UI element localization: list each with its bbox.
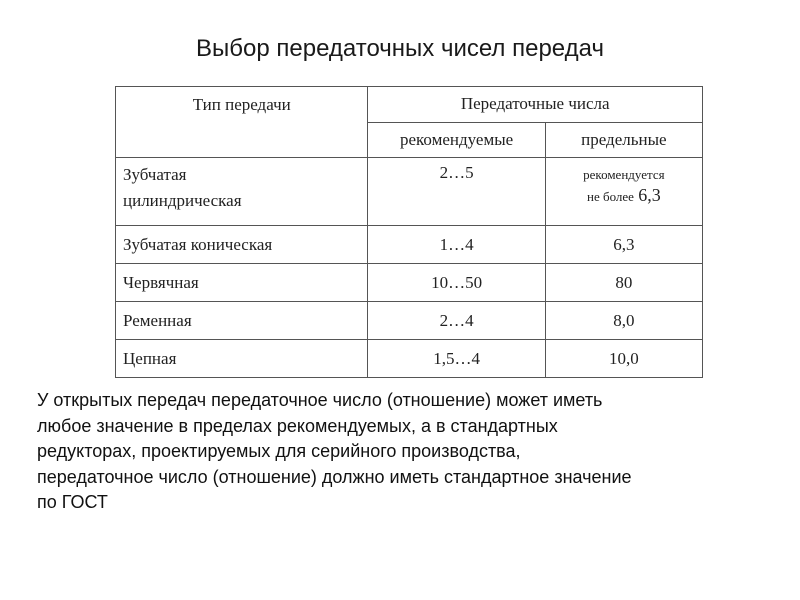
note-line: редукторах, проектируемых для серийного производства, <box>37 441 521 461</box>
row-limit: 6,3 <box>545 226 702 264</box>
row-gear-name <box>116 158 368 226</box>
note-line: по ГОСТ <box>37 492 108 512</box>
row-limit <box>545 158 702 226</box>
gear-ratio-table <box>115 86 703 378</box>
row-gear-name-line2: цилиндрическая <box>123 191 242 210</box>
table-row <box>116 302 703 340</box>
row-recommended: 1…4 <box>368 226 545 264</box>
row-gear-name: Цепная <box>116 340 368 378</box>
row-recommended: 2…5 <box>368 158 545 226</box>
table-row <box>116 158 703 226</box>
note-line: У открытых передач передаточное число (отношение) может иметь <box>37 390 603 410</box>
header-limit: предельные <box>545 122 702 158</box>
row-recommended: 2…4 <box>368 302 545 340</box>
row-limit: 10,0 <box>545 340 702 378</box>
header-gear-type: Тип передачи <box>116 87 368 158</box>
row-limit: 8,0 <box>545 302 702 340</box>
row-recommended: 10…50 <box>368 264 545 302</box>
page-title: Выбор передаточных чисел передач <box>196 35 604 62</box>
row-gear-name: Зубчатая коническая <box>116 226 368 264</box>
table-row <box>116 264 703 302</box>
note-line: передаточное число (отношение) должно иметь стандартное значение <box>37 466 632 487</box>
row-recommended: 1,5…4 <box>368 340 545 378</box>
note-line: любое значение в пределах рекомендуемых, а в стандартных <box>37 415 558 436</box>
row-limit-line1: рекомендуется <box>583 167 665 182</box>
table-row <box>116 340 703 378</box>
note-paragraph <box>37 388 782 516</box>
row-gear-name: Ременная <box>116 302 368 340</box>
table-header-row <box>116 87 703 123</box>
header-gear-ratios: Передаточные числа <box>368 87 703 123</box>
header-recommended: рекомендуемые <box>368 122 545 158</box>
table-row <box>116 226 703 264</box>
row-gear-name: Червячная <box>116 264 368 302</box>
row-limit: 80 <box>545 264 702 302</box>
row-gear-name-line1: Зубчатая <box>123 165 187 184</box>
row-limit-prefix: не более <box>587 189 634 204</box>
row-limit-value: 6,3 <box>638 185 661 205</box>
